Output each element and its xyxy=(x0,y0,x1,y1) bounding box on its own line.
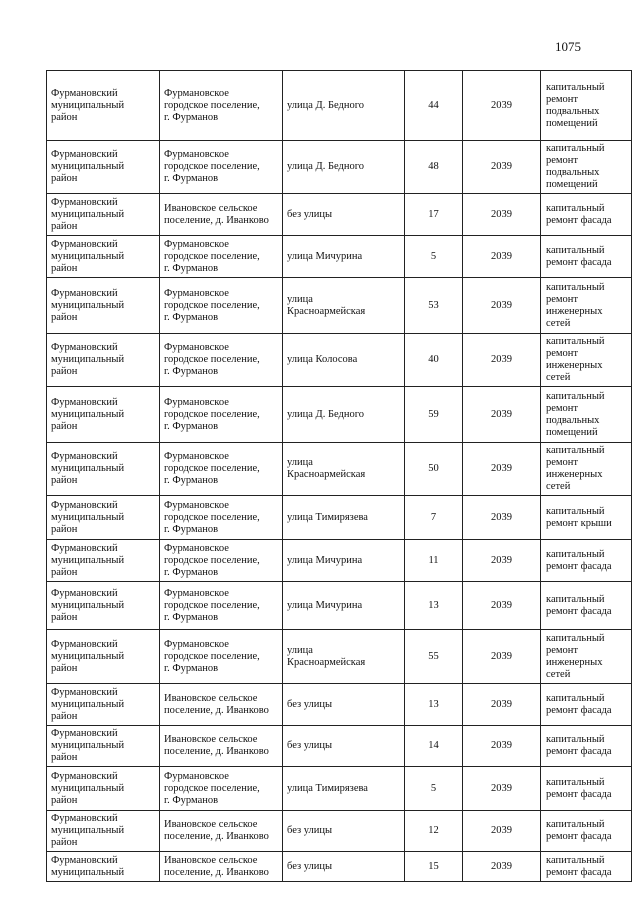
district-cell xyxy=(47,334,160,387)
work-type-cell-line: ремонт фасада xyxy=(546,560,612,572)
street-cell xyxy=(283,387,405,443)
street-cell-line: улица Тимирязева xyxy=(287,511,368,523)
year-cell: 2039 xyxy=(463,496,541,540)
work-type-cell-line: ремонт фасада xyxy=(546,866,612,878)
settlement-cell-line: Фурмановское xyxy=(164,499,229,511)
housing-repair-table xyxy=(46,70,632,882)
district-cell-line: муниципальный xyxy=(51,740,125,751)
street-cell xyxy=(283,236,405,278)
settlement-cell-line: поселение, д. Иванково xyxy=(164,214,269,226)
year-cell: 2039 xyxy=(463,278,541,334)
street-cell xyxy=(283,443,405,496)
table-row xyxy=(47,852,632,882)
district-cell-line: район xyxy=(51,311,78,323)
house-number-cell: 7 xyxy=(405,496,463,540)
settlement-cell-line: г. Фурманов xyxy=(164,173,219,184)
settlement-cell-line: г. Фурманов xyxy=(164,523,219,535)
settlement-cell-line: Фурмановское xyxy=(164,149,229,160)
district-cell xyxy=(47,726,160,767)
district-cell-line: Фурмановский xyxy=(51,342,118,353)
work-type-cell-line: ремонт фасада xyxy=(546,605,612,617)
district-cell-line: район xyxy=(51,611,78,623)
year-cell: 2039 xyxy=(463,334,541,387)
work-type-cell-line: капитальный xyxy=(546,854,605,866)
work-type-cell xyxy=(541,811,632,852)
work-type-cell-line: ремонт xyxy=(546,93,579,105)
work-type-cell-line: подвальных xyxy=(546,105,600,117)
district-cell xyxy=(47,540,160,582)
street-cell-line: улица xyxy=(287,293,313,305)
district-cell-line: Фурмановский xyxy=(51,196,118,208)
table-row xyxy=(47,540,632,582)
table-row xyxy=(47,582,632,630)
table-row xyxy=(47,811,632,852)
year-cell: 2039 xyxy=(463,852,541,882)
year-cell: 2039 xyxy=(463,582,541,630)
settlement-cell-line: Фурмановское xyxy=(164,287,229,299)
settlement-cell-line: г. Фурманов xyxy=(164,311,219,323)
district-cell xyxy=(47,194,160,236)
district-cell-line: Фурмановский xyxy=(51,728,118,739)
district-cell xyxy=(47,767,160,811)
work-type-cell-line: капитальный xyxy=(546,244,605,256)
street-cell-line: без улицы xyxy=(287,698,333,710)
year-cell: 2039 xyxy=(463,726,541,767)
work-type-cell-line: помещений xyxy=(546,117,598,129)
settlement-cell-line: городское поселение, xyxy=(164,554,260,566)
street-cell xyxy=(283,141,405,194)
settlement-cell xyxy=(160,141,283,194)
district-cell-line: муниципальный xyxy=(51,299,125,311)
settlement-cell-line: городское поселение, xyxy=(164,463,260,474)
district-cell xyxy=(47,387,160,443)
settlement-cell-line: г. Фурманов xyxy=(164,662,219,674)
settlement-cell xyxy=(160,811,283,852)
work-type-cell-line: ремонт xyxy=(546,644,579,656)
settlement-cell xyxy=(160,852,283,882)
work-type-cell-line: ремонт xyxy=(546,348,579,359)
settlement-cell-line: городское поселение, xyxy=(164,299,260,311)
table-row xyxy=(47,496,632,540)
district-cell xyxy=(47,496,160,540)
street-cell-line: улица Мичурина xyxy=(287,250,363,262)
house-number-cell: 13 xyxy=(405,582,463,630)
settlement-cell xyxy=(160,684,283,726)
house-number-cell: 12 xyxy=(405,811,463,852)
settlement-cell-line: городское поселение, xyxy=(164,99,260,111)
district-cell xyxy=(47,71,160,141)
table-body xyxy=(47,71,632,882)
settlement-cell xyxy=(160,540,283,582)
street-cell xyxy=(283,334,405,387)
district-cell xyxy=(47,684,160,726)
table-row xyxy=(47,194,632,236)
work-type-cell-line: капитальный xyxy=(546,81,605,93)
year-cell: 2039 xyxy=(463,194,541,236)
district-cell-line: муниципальный xyxy=(51,99,125,111)
table-row xyxy=(47,141,632,194)
work-type-cell-line: капитальный xyxy=(546,593,605,605)
work-type-cell xyxy=(541,582,632,630)
work-type-cell xyxy=(541,767,632,811)
settlement-cell-line: Ивановское сельское xyxy=(164,202,258,214)
work-type-cell xyxy=(541,236,632,278)
year-cell: 2039 xyxy=(463,630,541,684)
settlement-cell-line: Фурмановское xyxy=(164,451,229,462)
settlement-cell xyxy=(160,71,283,141)
work-type-cell-line: ремонт фасада xyxy=(546,746,612,757)
district-cell-line: район xyxy=(51,262,78,274)
street-cell-line: без улицы xyxy=(287,825,333,836)
work-type-cell-line: капитальный xyxy=(546,632,605,644)
work-type-cell-line: капитальный xyxy=(546,202,605,214)
house-number-cell: 59 xyxy=(405,387,463,443)
district-cell-line: район xyxy=(51,566,78,578)
district-cell-line: муниципальный xyxy=(51,463,125,474)
work-type-cell-line: сетей xyxy=(546,481,571,492)
table-row xyxy=(47,630,632,684)
district-cell-line: Фурмановский xyxy=(51,238,118,250)
district-cell-line: Фурмановский xyxy=(51,686,118,698)
district-cell-line: район xyxy=(51,662,78,674)
district-cell xyxy=(47,278,160,334)
settlement-cell-line: поселение, д. Иванково xyxy=(164,704,269,716)
work-type-cell xyxy=(541,684,632,726)
table-row xyxy=(47,71,632,141)
settlement-cell-line: г. Фурманов xyxy=(164,420,219,432)
work-type-cell-line: ремонт фасада xyxy=(546,704,612,716)
work-type-cell xyxy=(541,334,632,387)
work-type-cell-line: ремонт крыши xyxy=(546,517,612,529)
work-type-cell-line: капитальный xyxy=(546,692,605,704)
district-cell-line: Фурмановский xyxy=(51,542,118,554)
settlement-cell-line: г. Фурманов xyxy=(164,611,219,623)
settlement-cell-line: Фурмановское xyxy=(164,770,229,782)
district-cell xyxy=(47,141,160,194)
work-type-cell-line: сетей xyxy=(546,372,571,383)
settlement-cell-line: поселение, д. Иванково xyxy=(164,866,269,878)
district-cell xyxy=(47,443,160,496)
street-cell xyxy=(283,852,405,882)
settlement-cell-line: городское поселение, xyxy=(164,161,260,172)
street-cell xyxy=(283,278,405,334)
table-row xyxy=(47,334,632,387)
street-cell xyxy=(283,582,405,630)
work-type-cell xyxy=(541,540,632,582)
district-cell-line: муниципальный xyxy=(51,698,125,710)
house-number-cell: 48 xyxy=(405,141,463,194)
street-cell-line: без улицы xyxy=(287,208,333,220)
work-type-cell-line: капитальный xyxy=(546,336,605,347)
street-cell xyxy=(283,630,405,684)
year-cell: 2039 xyxy=(463,767,541,811)
district-cell-line: Фурмановский xyxy=(51,638,118,650)
district-cell-line: район xyxy=(51,173,78,184)
district-cell-line: район xyxy=(51,837,78,848)
year-cell: 2039 xyxy=(463,141,541,194)
district-cell-line: район xyxy=(51,420,78,432)
street-cell-line: улица Д. Бедного xyxy=(287,408,365,420)
settlement-cell-line: Ивановское сельское xyxy=(164,692,258,704)
settlement-cell-line: Ивановское сельское xyxy=(164,854,258,866)
settlement-cell-line: Фурмановское xyxy=(164,87,229,99)
work-type-cell xyxy=(541,387,632,443)
district-cell xyxy=(47,852,160,882)
work-type-cell xyxy=(541,71,632,141)
street-cell-line: улица Мичурина xyxy=(287,599,363,611)
settlement-cell-line: городское поселение, xyxy=(164,250,260,262)
house-number-cell: 11 xyxy=(405,540,463,582)
settlement-cell xyxy=(160,496,283,540)
house-number-cell: 5 xyxy=(405,236,463,278)
work-type-cell xyxy=(541,443,632,496)
district-cell-line: муниципальный xyxy=(51,408,125,420)
house-number-cell: 50 xyxy=(405,443,463,496)
settlement-cell-line: Фурмановское xyxy=(164,542,229,554)
table-row xyxy=(47,767,632,811)
house-number-cell: 44 xyxy=(405,71,463,141)
street-cell-line: улица Д. Бедного xyxy=(287,161,365,172)
work-type-cell-line: ремонт xyxy=(546,457,579,468)
work-type-cell xyxy=(541,194,632,236)
district-cell-line: муниципальный xyxy=(51,354,125,365)
work-type-cell xyxy=(541,852,632,882)
district-cell-line: муниципальный xyxy=(51,250,125,262)
settlement-cell-line: городское поселение, xyxy=(164,511,260,523)
district-cell-line: Фурмановский xyxy=(51,499,118,511)
work-type-cell-line: помещений xyxy=(546,179,598,190)
work-type-cell-line: капитальный xyxy=(546,143,605,154)
district-cell-line: муниципальный xyxy=(51,554,125,566)
work-type-cell-line: ремонт xyxy=(546,155,579,166)
work-type-cell-line: инженерных xyxy=(546,305,603,317)
district-cell-line: муниципальный xyxy=(51,599,125,611)
work-type-cell-line: капитальный xyxy=(546,445,605,456)
settlement-cell-line: поселение, д. Иванково xyxy=(164,831,269,842)
house-number-cell: 40 xyxy=(405,334,463,387)
work-type-cell xyxy=(541,278,632,334)
work-type-cell-line: сетей xyxy=(546,668,571,680)
district-cell-line: Фурмановский xyxy=(51,813,118,824)
settlement-cell-line: г. Фурманов xyxy=(164,566,219,578)
house-number-cell: 17 xyxy=(405,194,463,236)
street-cell xyxy=(283,684,405,726)
work-type-cell xyxy=(541,141,632,194)
work-type-cell-line: подвальных xyxy=(546,414,600,426)
street-cell xyxy=(283,496,405,540)
table-row xyxy=(47,278,632,334)
settlement-cell-line: г. Фурманов xyxy=(164,475,219,486)
street-cell-line: Красноармейская xyxy=(287,656,366,668)
settlement-cell-line: Ивановское сельское xyxy=(164,819,258,830)
work-type-cell-line: капитальный xyxy=(546,548,605,560)
work-type-cell-line: капитальный xyxy=(546,776,605,788)
settlement-cell-line: поселение, д. Иванково xyxy=(164,746,269,757)
street-cell xyxy=(283,194,405,236)
district-cell xyxy=(47,582,160,630)
settlement-cell-line: г. Фурманов xyxy=(164,111,219,123)
year-cell: 2039 xyxy=(463,387,541,443)
district-cell-line: район xyxy=(51,752,78,763)
settlement-cell xyxy=(160,582,283,630)
district-cell-line: Фурмановский xyxy=(51,396,118,408)
settlement-cell xyxy=(160,236,283,278)
street-cell-line: улица xyxy=(287,457,313,468)
settlement-cell xyxy=(160,194,283,236)
street-cell-line: улица Тимирязева xyxy=(287,782,368,794)
work-type-cell xyxy=(541,630,632,684)
settlement-cell xyxy=(160,630,283,684)
table-row xyxy=(47,684,632,726)
work-type-cell-line: подвальных xyxy=(546,167,600,178)
district-cell-line: Фурмановский xyxy=(51,854,118,866)
street-cell-line: Красноармейская xyxy=(287,305,366,317)
settlement-cell xyxy=(160,443,283,496)
work-type-cell-line: капитальный xyxy=(546,390,605,402)
house-number-cell: 55 xyxy=(405,630,463,684)
district-cell-line: Фурмановский xyxy=(51,451,118,462)
work-type-cell-line: помещений xyxy=(546,426,598,438)
house-number-cell: 15 xyxy=(405,852,463,882)
street-cell-line: Красноармейская xyxy=(287,469,366,480)
district-cell-line: район xyxy=(51,111,78,123)
house-number-cell: 53 xyxy=(405,278,463,334)
work-type-cell-line: ремонт фасада xyxy=(546,256,612,268)
settlement-cell-line: г. Фурманов xyxy=(164,794,219,806)
street-cell xyxy=(283,811,405,852)
year-cell: 2039 xyxy=(463,811,541,852)
page-number: 1075 xyxy=(555,39,581,54)
table-row xyxy=(47,726,632,767)
table-row xyxy=(47,236,632,278)
year-cell: 2039 xyxy=(463,443,541,496)
street-cell-line: улица Мичурина xyxy=(287,554,363,566)
street-cell xyxy=(283,71,405,141)
settlement-cell xyxy=(160,767,283,811)
street-cell-line: улица Д. Бедного xyxy=(287,99,365,111)
work-type-cell-line: ремонт фасада xyxy=(546,214,612,226)
district-cell-line: муниципальный xyxy=(51,511,125,523)
year-cell: 2039 xyxy=(463,71,541,141)
work-type-cell-line: инженерных xyxy=(546,360,603,371)
district-cell-line: Фурмановский xyxy=(51,287,118,299)
house-number-cell: 13 xyxy=(405,684,463,726)
house-number-cell: 5 xyxy=(405,767,463,811)
settlement-cell xyxy=(160,387,283,443)
district-cell-line: Фурмановский xyxy=(51,770,118,782)
year-cell: 2039 xyxy=(463,684,541,726)
district-cell-line: район xyxy=(51,794,78,806)
settlement-cell-line: городское поселение, xyxy=(164,650,260,662)
district-cell-line: муниципальный xyxy=(51,208,125,220)
street-cell-line: без улицы xyxy=(287,860,333,872)
settlement-cell-line: городское поселение, xyxy=(164,782,260,794)
table-row xyxy=(47,443,632,496)
district-cell xyxy=(47,811,160,852)
year-cell: 2039 xyxy=(463,540,541,582)
work-type-cell-line: ремонт xyxy=(546,293,579,305)
district-cell xyxy=(47,630,160,684)
work-type-cell-line: капитальный xyxy=(546,505,605,517)
settlement-cell-line: городское поселение, xyxy=(164,599,260,611)
district-cell-line: Фурмановский xyxy=(51,149,118,160)
district-cell-line: район xyxy=(51,710,78,722)
work-type-cell-line: сетей xyxy=(546,317,571,329)
district-cell-line: район xyxy=(51,366,78,377)
settlement-cell-line: Фурмановское xyxy=(164,587,229,599)
work-type-cell-line: инженерных xyxy=(546,469,603,480)
street-cell-line: улица Колосова xyxy=(287,354,358,365)
district-cell-line: муниципальный xyxy=(51,650,125,662)
settlement-cell-line: г. Фурманов xyxy=(164,262,219,274)
street-cell xyxy=(283,726,405,767)
work-type-cell-line: капитальный xyxy=(546,734,605,745)
settlement-cell-line: Фурмановское xyxy=(164,238,229,250)
settlement-cell-line: Ивановское сельское xyxy=(164,734,258,745)
settlement-cell xyxy=(160,278,283,334)
work-type-cell xyxy=(541,496,632,540)
district-cell-line: Фурмановский xyxy=(51,87,118,99)
work-type-cell-line: капитальный xyxy=(546,281,605,293)
table-row xyxy=(47,387,632,443)
district-cell-line: муниципальный xyxy=(51,782,125,794)
district-cell-line: муниципальный xyxy=(51,825,125,836)
year-cell: 2039 xyxy=(463,236,541,278)
settlement-cell xyxy=(160,334,283,387)
street-cell-line: без улицы xyxy=(287,740,333,751)
work-type-cell-line: инженерных xyxy=(546,656,603,668)
street-cell xyxy=(283,767,405,811)
settlement-cell-line: городское поселение, xyxy=(164,354,260,365)
work-type-cell xyxy=(541,726,632,767)
district-cell xyxy=(47,236,160,278)
work-type-cell-line: капитальный xyxy=(546,819,605,830)
settlement-cell-line: городское поселение, xyxy=(164,408,260,420)
work-type-cell-line: ремонт фасада xyxy=(546,788,612,800)
house-number-cell: 14 xyxy=(405,726,463,767)
settlement-cell xyxy=(160,726,283,767)
settlement-cell-line: г. Фурманов xyxy=(164,366,219,377)
settlement-cell-line: Фурмановское xyxy=(164,396,229,408)
district-cell-line: район xyxy=(51,523,78,535)
work-type-cell-line: ремонт фасада xyxy=(546,831,612,842)
settlement-cell-line: Фурмановское xyxy=(164,638,229,650)
district-cell-line: Фурмановский xyxy=(51,587,118,599)
district-cell-line: район xyxy=(51,475,78,486)
street-cell-line: улица xyxy=(287,644,313,656)
district-cell-line: район xyxy=(51,220,78,232)
district-cell-line: муниципальный xyxy=(51,161,125,172)
work-type-cell-line: ремонт xyxy=(546,402,579,414)
street-cell xyxy=(283,540,405,582)
settlement-cell-line: Фурмановское xyxy=(164,342,229,353)
district-cell-line: муниципальный xyxy=(51,866,125,878)
